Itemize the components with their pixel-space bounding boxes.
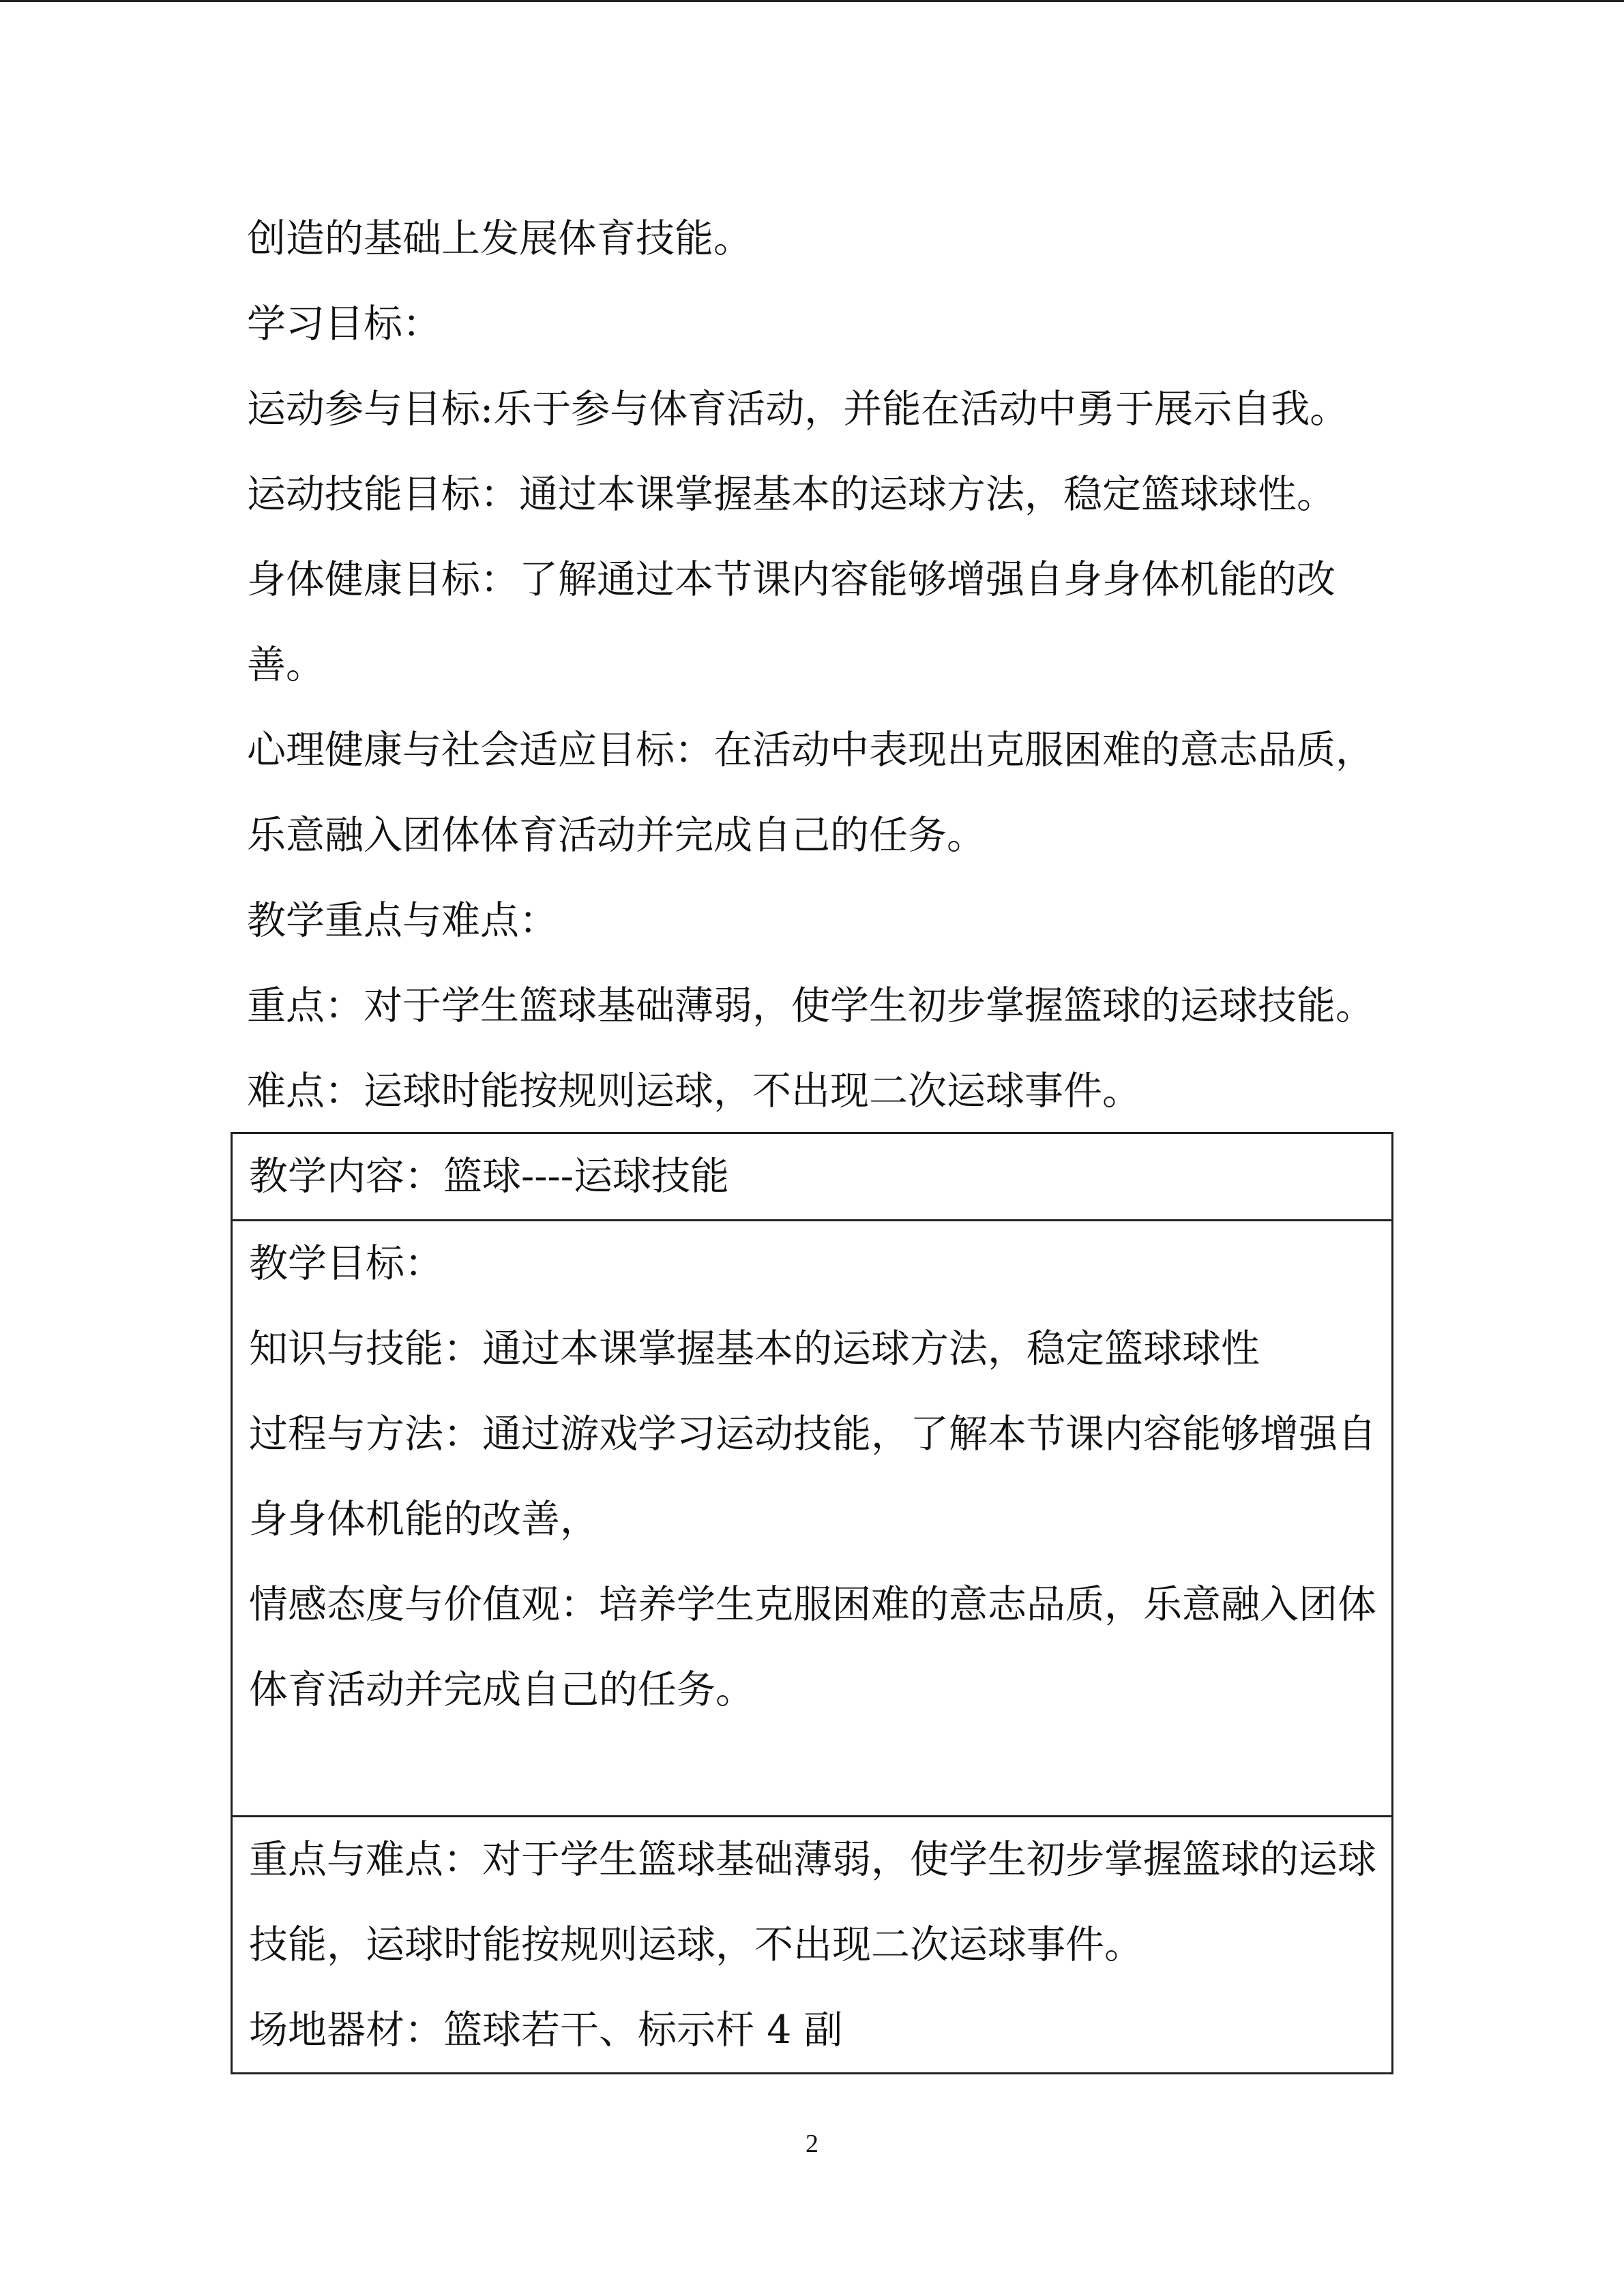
paragraph: 运动参与目标:乐于参与体育活动，并能在活动中勇于展示自我。: [247, 387, 1349, 432]
page-number: 2: [806, 2130, 818, 2158]
table-row-key-points-equipment: [231, 1815, 1393, 2074]
paragraph: 重点：对于学生篮球基础薄弱，使学生初步掌握篮球的运球技能。: [247, 983, 1374, 1028]
paragraph: 善。: [247, 642, 325, 687]
table-row-teaching-content: [231, 1132, 1393, 1221]
table-cell-text: 教学内容：篮球----运球技能: [249, 1154, 730, 1199]
table-cell-text: 身身体机能的改善，: [249, 1497, 599, 1542]
section-heading-key-points: 教学重点与难点：: [247, 898, 558, 943]
table-cell-text: 场地器材：篮球若干、标示杆 4 副: [249, 2008, 843, 2053]
table-cell-text: 情感态度与价值观：培养学生克服困难的意志品质，乐意融入团体: [249, 1582, 1376, 1627]
paragraph: 运动技能目标：通过本课掌握基本的运球方法，稳定篮球球性。: [247, 472, 1335, 517]
table-cell-text: 过程与方法：通过游戏学习运动技能，了解本节课内容能够增强自: [249, 1412, 1376, 1457]
table-cell-text: 技能，运球时能按规则运球，不出现二次运球事件。: [249, 1922, 1143, 1967]
table-cell-heading: 教学目标：: [249, 1241, 443, 1286]
paragraph: 创造的基础上发展体育技能。: [247, 216, 752, 261]
table-row-teaching-objectives: [231, 1219, 1393, 1817]
paragraph: 难点：运球时能按规则运球，不出现二次运球事件。: [247, 1069, 1141, 1114]
page-top-border: [0, 0, 1624, 2]
table-cell-text: 体育活动并完成自己的任务。: [249, 1667, 754, 1712]
section-heading-learning-goals: 学习目标：: [247, 301, 441, 346]
table-cell-text: 重点与难点：对于学生篮球基础薄弱，使学生初步掌握篮球的运球: [249, 1837, 1376, 1882]
paragraph: 身体健康目标：了解通过本节课内容能够增强自身身体机能的改: [247, 557, 1335, 602]
paragraph: 心理健康与社会适应目标：在活动中表现出克服困难的意志品质，: [247, 728, 1374, 773]
table-cell-text: 知识与技能：通过本课掌握基本的运球方法，稳定篮球球性: [249, 1326, 1260, 1371]
paragraph: 乐意融入团体体育活动并完成自己的任务。: [247, 813, 986, 858]
